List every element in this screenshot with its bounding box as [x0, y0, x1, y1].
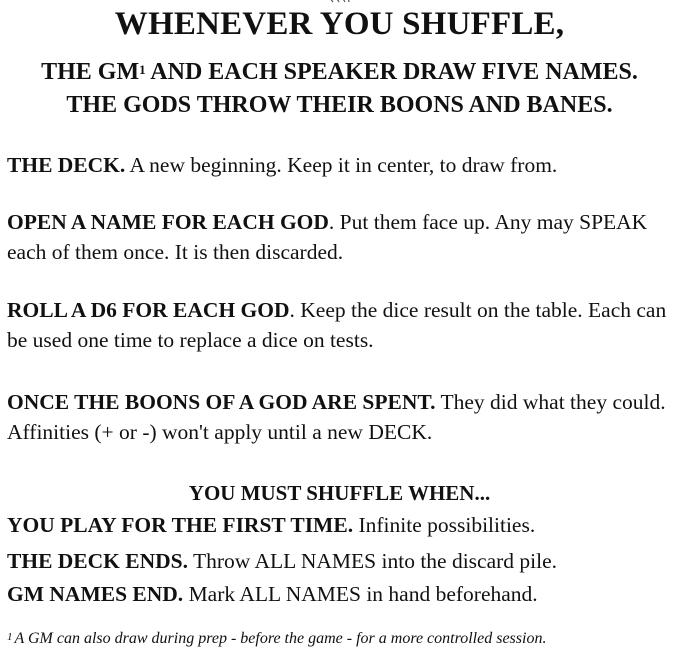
condition-text: Mark ALL NAMES in hand beforehand. — [183, 582, 538, 606]
rule-heading: ONCE THE BOONS OF A GOD ARE SPENT. — [7, 390, 436, 414]
subtitle-draw-names — [0, 57, 679, 87]
shuffle-condition-deck-ends — [7, 546, 675, 576]
rule-the-deck — [7, 150, 675, 180]
subtitle-boons: THE GODS THROW THEIR BOONS AND BANES. — [66, 92, 613, 118]
footnote-number: 1 — [7, 631, 13, 643]
page-title: WHENEVER YOU SHUFFLE, — [114, 6, 565, 42]
footnote-marker: 1 — [139, 62, 146, 77]
rule-text: They did what they could. Affinities (+ or -) won't apply until a new DECK. — [7, 390, 666, 444]
rule-open-name — [7, 207, 675, 267]
rule-roll-d6 — [7, 295, 675, 355]
shuffle-condition-gm-names — [7, 579, 675, 609]
rule-heading: ROLL A D6 FOR EACH GOD — [7, 298, 290, 322]
condition-text: Throw ALL NAMES into the discard pile. — [188, 549, 558, 573]
subtitle-gm: THE GM — [41, 59, 140, 85]
condition-heading: THE DECK ENDS. — [7, 549, 188, 573]
rule-heading: OPEN A NAME FOR EACH GOD — [7, 210, 329, 234]
must-shuffle-heading: YOU MUST SHUFFLE WHEN... — [188, 481, 491, 505]
rule-boons-spent — [7, 387, 675, 447]
rule-heading: THE DECK. — [7, 153, 126, 177]
condition-heading: GM NAMES END. — [7, 582, 184, 606]
rule-text: . Put them face up. Any may SPEAK each of them once. It is then discarded. — [7, 210, 648, 264]
rule-text: . Keep the dice result on the table. Each can be used one time to replace a dice on tests. — [7, 298, 667, 352]
footnote — [7, 627, 675, 651]
condition-text: Infinite possibilities. — [353, 513, 536, 537]
subtitle-rest: AND EACH SPEAKER DRAW FIVE NAMES. — [145, 59, 638, 85]
condition-heading: YOU PLAY FOR THE FIRST TIME. — [7, 513, 354, 537]
shuffle-condition-first-time — [7, 510, 675, 540]
rule-text: A new beginning. Keep it in center, to draw from. — [125, 153, 558, 177]
footnote-text: A GM can also draw during prep - before the game - for a more controlled session. — [14, 630, 547, 647]
